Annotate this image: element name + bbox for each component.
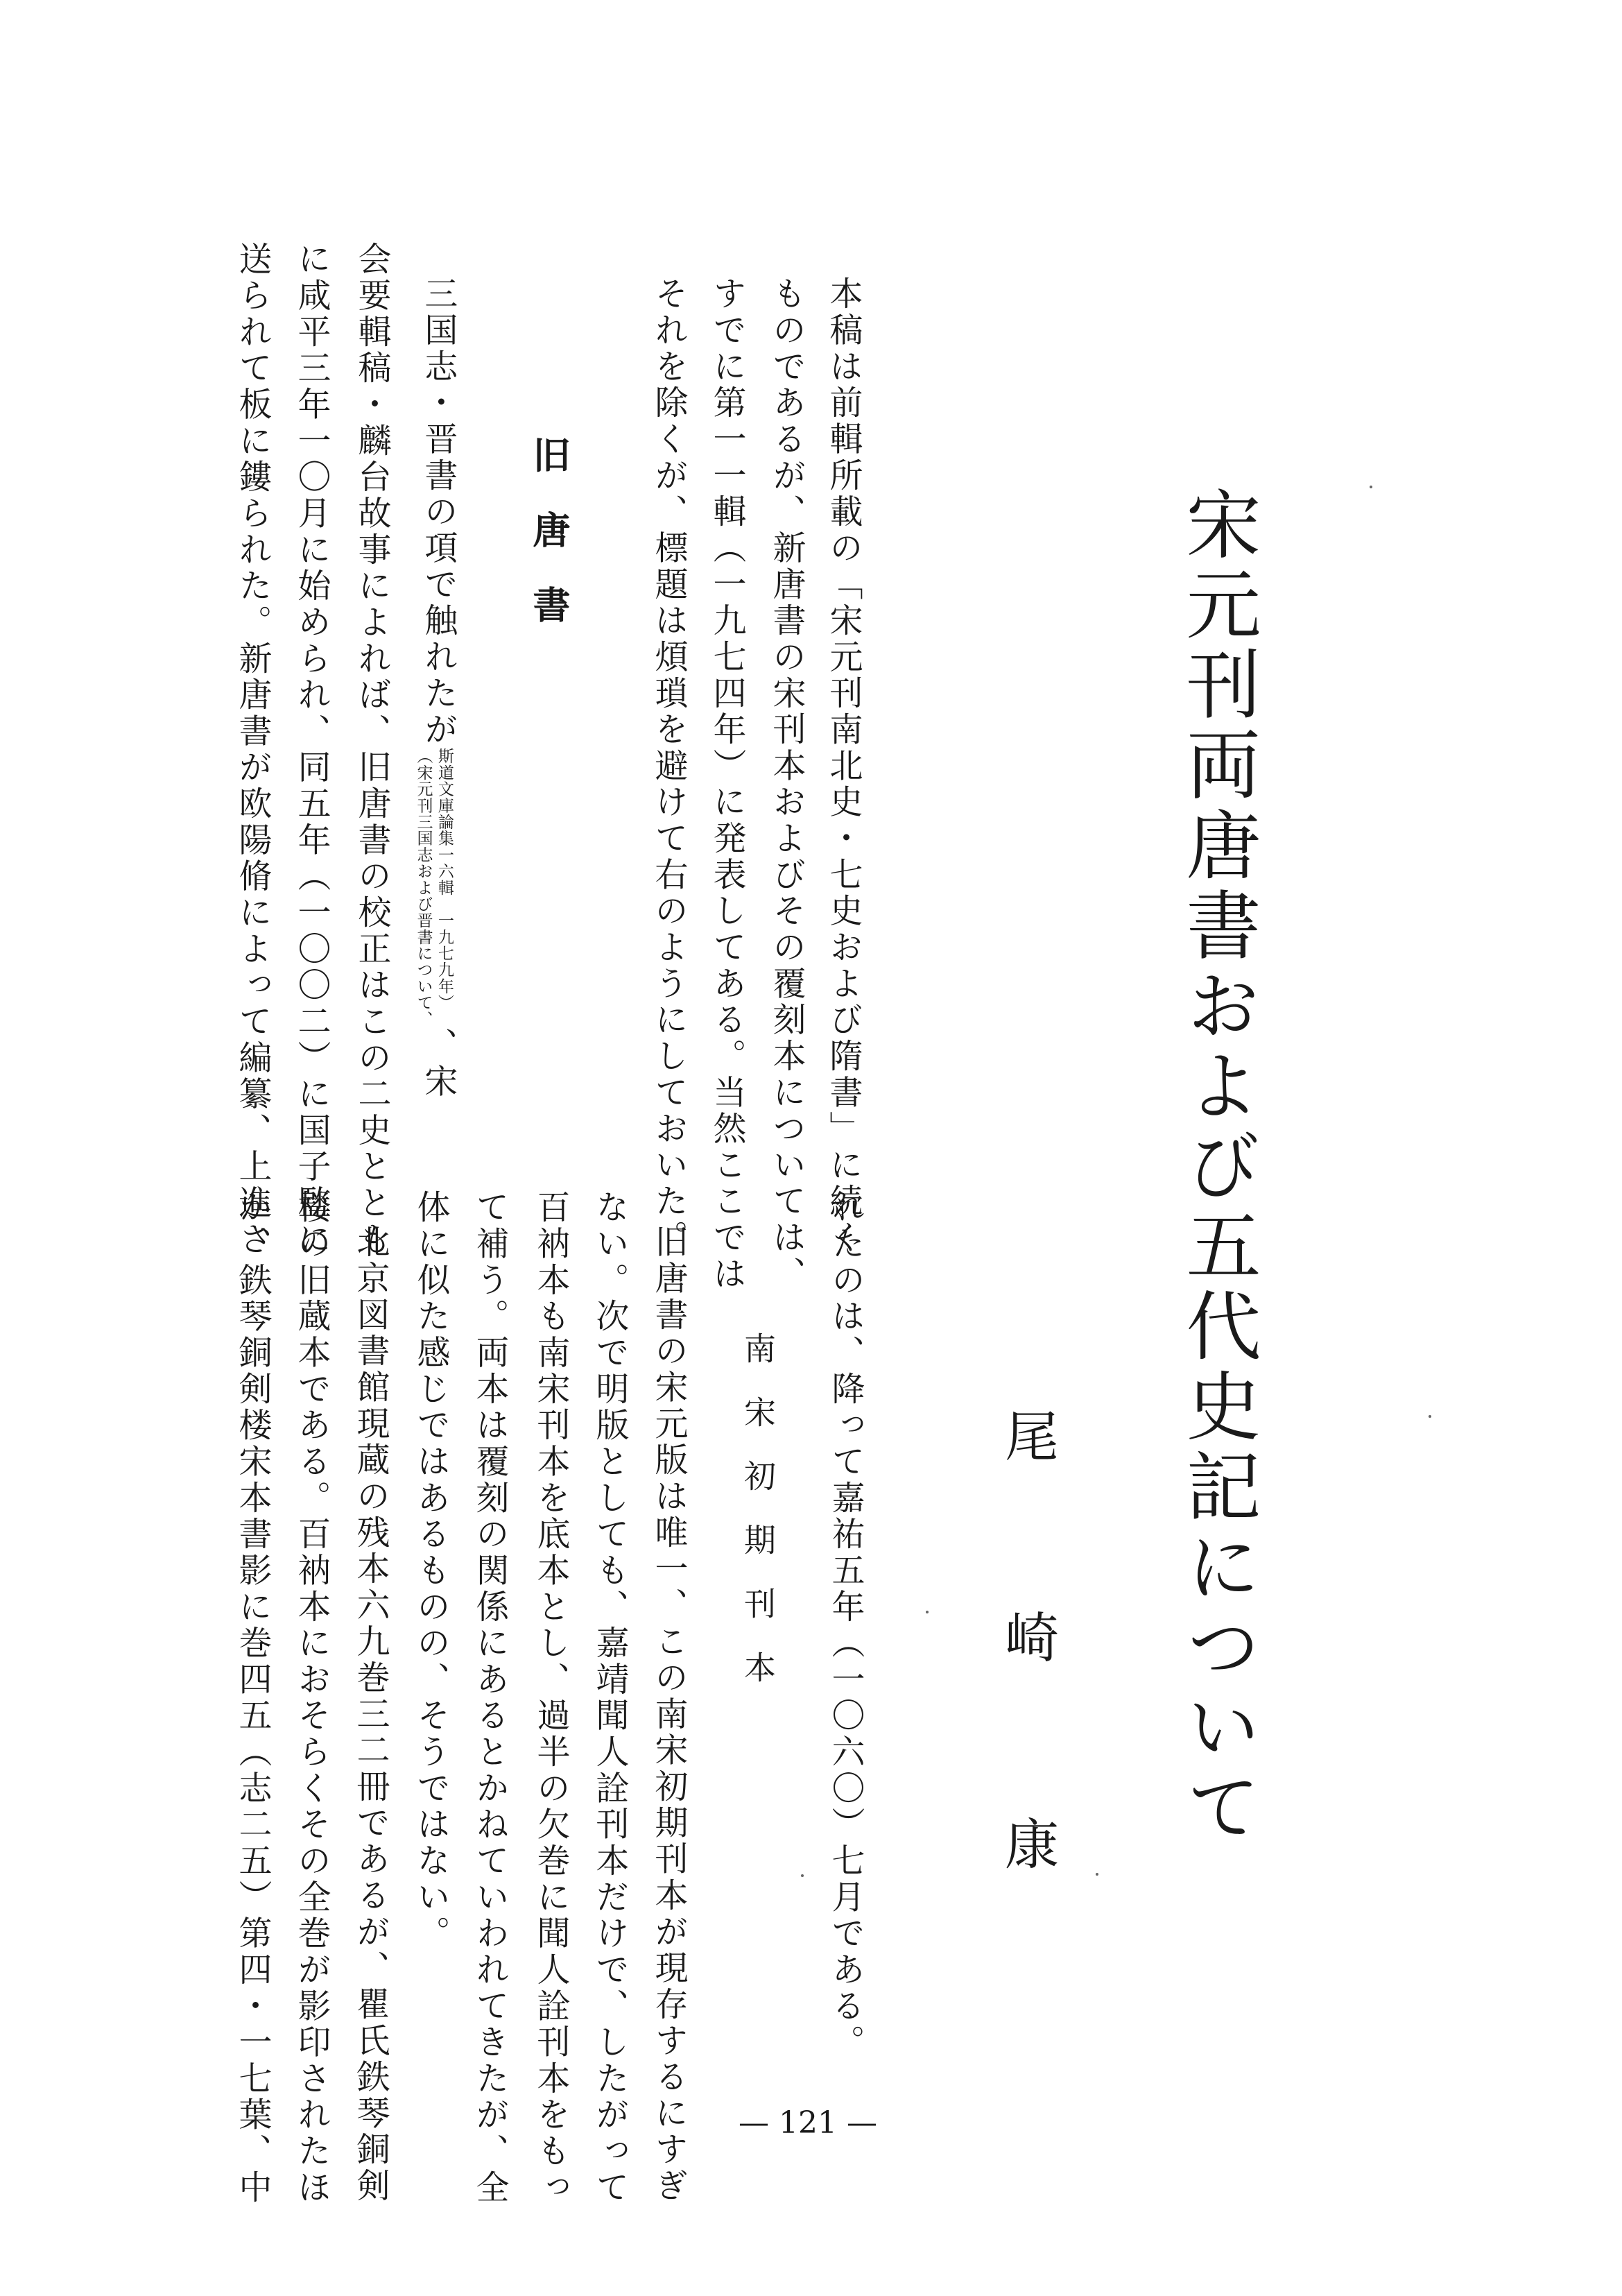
author-char-2: 崎 xyxy=(996,1609,1058,1663)
scan-speck xyxy=(1096,1873,1098,1876)
body-lower-line-4: ない。次で明版としても、嘉靖聞人詮刊本だけで、したがって xyxy=(590,1190,629,2206)
intro-line-3: すでに第一一輯（一九七四年）に発表してある。当然ここでは xyxy=(707,276,746,1292)
intro-line-4: それを除くが、標題は煩瑣を避けて右のようにしておいた。 xyxy=(649,276,688,1256)
body-upper-line-3: に咸平三年一〇月に始められ、同五年（一〇〇二）に国子監に xyxy=(292,241,331,1258)
body-lower-line-10: か、鉄琴銅剣楼宋本書影に巻四五（志二五）第四・一七葉、中 xyxy=(233,1190,272,2206)
intro-line-1: 本稿は前輯所載の「宋元刊南北史・七史および隋書」に続く xyxy=(824,276,863,1256)
scan-speck xyxy=(801,1874,804,1877)
intro-line-2: ものであるが、新唐書の宋刊本およびその覆刻本については、 xyxy=(767,276,806,1292)
citation-annotation xyxy=(413,748,455,1027)
author-char-3: 康 xyxy=(996,1816,1058,1870)
body-upper-line-2: 会要輯稿・麟台故事によれば、旧唐書の校正はこの二史ととも xyxy=(352,241,391,1258)
body-upper-line-1-text: 三国志・晋書の項で触れたが xyxy=(418,276,458,748)
scan-speck xyxy=(1370,486,1372,488)
scan-speck xyxy=(1429,1415,1431,1418)
subsection-heading: 南 宋 初 期 刊 本 xyxy=(739,1332,777,1683)
body-lower-line-5: 百衲本も南宋刊本を底本とし、過半の欠巻に聞人詮刊本をもっ xyxy=(531,1190,570,2206)
body-upper-line-1-tail: 、宋 xyxy=(418,1027,458,1100)
body-lower-line-9: 楼の旧蔵本である。百衲本におそらくその全巻が影印されたほ xyxy=(292,1190,331,2206)
article-title: 宋元刊両唐書および五代史記について xyxy=(1173,486,1260,1849)
section-heading: 旧 唐 書 xyxy=(527,436,571,623)
body-lower-line-7: 体に似た感じではあるものの、そうではない。 xyxy=(411,1190,450,1952)
body-lower-line-1: れたのは、降って嘉祐五年（一〇六〇）七月である。 xyxy=(826,1190,865,2061)
body-lower-line-3: 旧唐書の宋元版は唯一、この南宋初期刊本が現存するにすぎ xyxy=(649,1224,688,2204)
body-lower-line-6: て補う。両本は覆刻の関係にあるとかねていわれてきたが、全 xyxy=(470,1190,509,2206)
author-char-1: 尾 xyxy=(996,1408,1058,1462)
body-upper-line-1 xyxy=(413,276,458,1100)
body-lower-line-8: 北京図書館現蔵の残本六九巻三二冊であるが、瞿氏鉄琴銅剣 xyxy=(351,1224,390,2204)
scan-speck xyxy=(926,1611,929,1613)
citation-annotation-line-1: （宋元刊三国志および晋書について、 xyxy=(414,748,433,1027)
body-upper-line-4: 送られて板に鏤られた。新唐書が欧陽脩によって編纂、上進さ xyxy=(233,241,272,1258)
page-number: — 121 — xyxy=(739,2105,877,2141)
citation-annotation-line-2: 斯道文庫論集一六輯 一九七九年） xyxy=(435,748,454,1011)
